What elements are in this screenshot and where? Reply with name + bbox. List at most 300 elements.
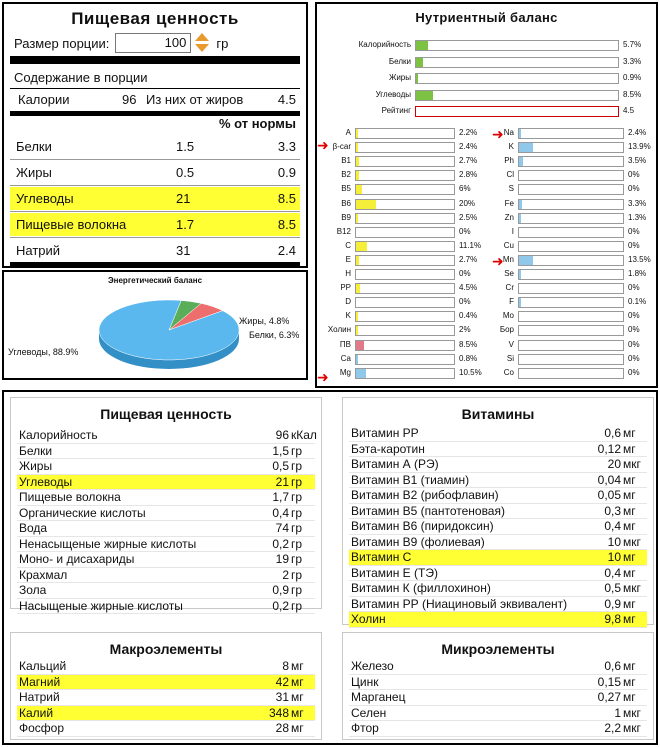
- balance-vitamin-name: ПВ: [339, 339, 351, 349]
- balance-mineral-bar-fill: [519, 298, 521, 307]
- food_value-name: Калорийность: [19, 428, 98, 442]
- food_value-unit: гр: [291, 536, 303, 551]
- micro-name: Марганец: [351, 690, 406, 704]
- pie-label-carbs: Углеводы, 88.9%: [8, 347, 79, 357]
- balance-vitamin-row: [321, 338, 487, 352]
- balance-vitamin-bar-fill: [356, 312, 358, 321]
- vitamins-value: 10: [607, 550, 621, 564]
- balance-vitamin-percent: 11.1%: [459, 240, 482, 250]
- balance-vitamin-bar: [355, 283, 455, 294]
- balance-summary-bar-fill: [416, 41, 428, 50]
- content-label: Содержание в порции: [14, 70, 148, 85]
- food_value-row: [17, 475, 315, 491]
- micro-row: [349, 690, 647, 706]
- micro-name: Цинк: [351, 674, 379, 689]
- red-arrow-mg-icon: ➜: [317, 369, 329, 385]
- balance-mineral-row: [492, 225, 656, 239]
- balance-vitamin-bar-fill: [356, 341, 364, 350]
- balance-mineral-percent: 0%: [628, 170, 640, 180]
- balance-vitamin-name: K: [345, 311, 351, 321]
- balance-mineral-percent: 1.3%: [628, 212, 647, 222]
- balance-vitamin-bar: [355, 297, 455, 308]
- food_value-value: 1,5: [272, 443, 289, 458]
- balance-vitamin-bar: [355, 340, 455, 351]
- balance-mineral-bar: [518, 283, 624, 294]
- vitamins-value: 0,12: [597, 441, 621, 456]
- food_value-value: 96: [275, 428, 289, 442]
- food-value-table: [10, 397, 322, 613]
- vitamins-unit: мг: [623, 612, 636, 626]
- balance-mineral-name: Fe: [504, 198, 514, 208]
- vitamins-row: [349, 504, 647, 520]
- micro-unit: мг: [623, 690, 636, 704]
- portion-unit: гр: [216, 35, 229, 51]
- balance-mineral-row: [492, 323, 656, 337]
- macro-value: 28: [275, 721, 289, 735]
- balance-summary-bar-fill: [416, 58, 423, 67]
- balance-mineral-bar: [518, 311, 624, 322]
- balance-summary-bar: [415, 40, 619, 51]
- vitamins-row: [349, 566, 647, 582]
- norm-header-row: [10, 112, 300, 135]
- food_value-row: [17, 506, 315, 522]
- balance-mineral-row: [492, 182, 656, 196]
- balance-mineral-percent: 3.5%: [628, 156, 647, 166]
- balance-vitamin-row: [321, 154, 487, 168]
- micro-value: 0,15: [597, 674, 621, 689]
- food_value-row: [17, 568, 315, 584]
- macro-row: [17, 675, 315, 691]
- balance-mineral-row: [492, 295, 656, 309]
- red-arrow-k-icon: ➜: [492, 126, 504, 142]
- food_value-value: 0,9: [272, 583, 289, 597]
- vitamins-row: [349, 581, 647, 597]
- food_value-name: Вода: [19, 521, 48, 535]
- balance-vitamin-row: [321, 140, 487, 154]
- content-header-row: [10, 66, 300, 89]
- calories-label: Калории: [18, 92, 70, 107]
- macro-unit: мг: [291, 721, 304, 735]
- vitamins-row: [349, 550, 647, 566]
- nutrient-name: Белки: [16, 139, 52, 154]
- balance-summary-name: Рейтинг: [381, 106, 411, 115]
- balance-mineral-row: [492, 281, 656, 295]
- balance-summary-row: [323, 71, 655, 85]
- balance-mineral-bar: [518, 325, 624, 336]
- balance-summary-row: [323, 104, 655, 118]
- food_value-name: Насыщеные жирные кислоты: [19, 598, 183, 613]
- food_value-unit: кКал: [291, 428, 317, 442]
- balance-vitamin-name: Холин: [327, 325, 351, 335]
- balance-vitamin-bar: [355, 199, 455, 210]
- balance-mineral-name: Cu: [503, 240, 514, 250]
- balance-vitamin-name: D: [345, 297, 351, 307]
- macro-name: Натрий: [19, 690, 60, 704]
- food-value-title: Пищевая ценность: [100, 406, 232, 422]
- pie-label-protein: Белки, 6.3%: [249, 330, 300, 340]
- nutrient-norm-percent: 3.3: [277, 139, 296, 154]
- food_value-name: Моно- и дисахариды: [19, 552, 135, 566]
- balance-mineral-name: K: [508, 142, 514, 152]
- macro-row: [17, 721, 315, 737]
- balance-mineral-percent: 0%: [628, 226, 640, 236]
- vitamins-unit: мг: [623, 441, 636, 456]
- balance-mineral-percent: 2.4%: [628, 128, 647, 137]
- balance-vitamin-percent: 2.2%: [459, 128, 478, 137]
- balance-summary-row: [323, 55, 655, 69]
- balance-summary-row: [323, 88, 655, 102]
- food_value-row: [17, 599, 315, 615]
- balance-mineral-row: [492, 253, 656, 267]
- balance-summary-name: Белки: [388, 56, 411, 66]
- divider: [10, 159, 300, 160]
- balance-mineral-row: [492, 366, 656, 380]
- vitamins-name: Витамин C: [351, 550, 412, 564]
- balance-summary-bar: [415, 73, 619, 84]
- micro-title: Микроэлементы: [441, 641, 555, 657]
- balance-mineral-bar: [518, 170, 624, 181]
- balance-mineral-name: Se: [504, 269, 514, 278]
- macro-unit: мг: [291, 690, 304, 704]
- balance-mineral-percent: 0%: [628, 240, 640, 250]
- balance-mineral-row: [492, 338, 656, 352]
- macro-value: 42: [275, 674, 289, 689]
- food_value-value: 1,7: [272, 490, 289, 504]
- vitamins-name: Витамин PP: [351, 426, 419, 440]
- balance-vitamin-bar-fill: [356, 256, 359, 265]
- balance-mineral-name: Cr: [505, 283, 514, 293]
- balance-vitamin-row: [321, 211, 487, 225]
- vitamins-name: Витамин В9 (фолиевая): [351, 534, 485, 549]
- vitamins-name: Бэта-каротин: [351, 441, 425, 456]
- balance-vitamin-name: Mg: [339, 367, 351, 377]
- balance-mineral-bar-fill: [519, 214, 521, 223]
- balance-mineral-bar: [518, 368, 624, 379]
- balance-mineral-percent: 0.1%: [628, 297, 647, 307]
- nutrient-amount: 0.5: [176, 165, 195, 180]
- vitamins-unit: мкг: [623, 534, 641, 549]
- balance-mineral-bar: [518, 156, 624, 167]
- nutrition-facts-title: Пищевая ценность: [71, 9, 239, 28]
- balance-summary-percent: 0.9%: [623, 73, 642, 82]
- vitamins-row: [349, 426, 647, 442]
- balance-mineral-name: Na: [503, 128, 514, 137]
- balance-summary-bar: [415, 57, 619, 68]
- balance-summary-percent: 3.3%: [623, 56, 642, 66]
- divider: [10, 237, 300, 238]
- balance-mineral-bar-fill: [519, 129, 521, 138]
- balance-vitamin-row: [321, 253, 487, 267]
- vitamins-value: 0,6: [604, 426, 621, 440]
- nutrient-name: Натрий: [16, 243, 61, 258]
- food_value-unit: гр: [291, 552, 303, 566]
- balance-mineral-bar: [518, 184, 624, 195]
- red-arrow-mn-icon: ➜: [492, 253, 504, 269]
- balance-vitamin-row: [321, 182, 487, 196]
- balance-vitamin-row: [321, 309, 487, 323]
- macro-unit: мг: [291, 674, 304, 689]
- macro-unit: мг: [291, 705, 304, 720]
- food_value-row: [17, 521, 315, 537]
- food_value-row: [17, 490, 315, 506]
- nutrition-facts-panel: [2, 2, 308, 268]
- balance-vitamin-bar-fill: [356, 185, 362, 194]
- vitamins-row: [349, 597, 647, 613]
- balance-vitamin-percent: 2.7%: [459, 254, 478, 264]
- micro-unit: мкг: [623, 705, 641, 720]
- vitamins-value: 0,3: [604, 503, 621, 518]
- balance-vitamin-bar: [355, 128, 455, 139]
- vitamins-unit: мкг: [623, 457, 641, 471]
- balance-mineral-bar: [518, 297, 624, 308]
- balance-vitamin-percent: 0%: [459, 226, 471, 236]
- balance-vitamin-bar-fill: [356, 326, 358, 335]
- food_value-unit: гр: [291, 598, 303, 613]
- balance-mineral-bar: [518, 213, 624, 224]
- vitamins-row: [349, 442, 647, 458]
- food_value-row: [17, 537, 315, 553]
- balance-mineral-row: [492, 267, 656, 281]
- portion-size-control: [14, 32, 228, 54]
- vitamins-unit: мг: [623, 472, 636, 487]
- macro-elements-table: [10, 632, 322, 740]
- micro-value: 2,2: [604, 721, 621, 735]
- macro-unit: мг: [291, 659, 304, 673]
- nutrient-row: [10, 239, 300, 262]
- vitamins-value: 0,05: [597, 488, 621, 502]
- food_value-name: Углеводы: [19, 474, 73, 489]
- balance-vitamin-name: B2: [341, 170, 351, 180]
- balance-mineral-name: Бор: [499, 325, 514, 335]
- food_value-value: 2: [282, 567, 289, 582]
- micro-unit: мкг: [623, 721, 641, 735]
- balance-vitamin-bar: [355, 184, 455, 195]
- food_value-unit: гр: [291, 505, 303, 520]
- balance-mineral-row: [492, 126, 656, 140]
- balance-mineral-bar: [518, 241, 624, 252]
- balance-mineral-row: [492, 352, 656, 366]
- balance-vitamin-name: B6: [341, 198, 351, 208]
- food_value-row: [17, 428, 315, 444]
- balance-vitamin-name: B12: [336, 226, 351, 236]
- food_value-unit: гр: [291, 490, 303, 504]
- micro-value: 1: [614, 705, 621, 720]
- macro-row: [17, 706, 315, 722]
- balance-vitamin-name: C: [345, 240, 351, 250]
- nutrient-name: Углеводы: [16, 191, 74, 206]
- balance-vitamin-row: [321, 197, 487, 211]
- balance-mineral-percent: 3.3%: [628, 198, 647, 208]
- food_value-unit: гр: [291, 521, 303, 535]
- portion-stepper[interactable]: [194, 32, 208, 54]
- micro-value: 0,6: [604, 659, 621, 673]
- vitamins-name: Витамин В5 (пантотеновая): [351, 503, 505, 518]
- balance-vitamin-bar: [355, 213, 455, 224]
- micro-elements-table: [342, 632, 654, 740]
- balance-vitamin-bar-fill: [356, 284, 360, 293]
- balance-mineral-percent: 0%: [628, 339, 640, 349]
- balance-mineral-bar-fill: [519, 157, 523, 166]
- nutrient-row: [10, 161, 300, 184]
- balance-vitamin-bar-fill: [356, 355, 358, 364]
- balance-vitamin-bar: [355, 170, 455, 181]
- fat-calories-value: 4.5: [277, 92, 296, 107]
- balance-vitamin-bar-fill: [356, 143, 358, 152]
- balance-vitamin-bar: [355, 325, 455, 336]
- micro-row: [349, 706, 647, 722]
- macro-row: [17, 659, 315, 675]
- divider: [10, 56, 300, 64]
- micro-name: Железо: [351, 659, 394, 673]
- balance-mineral-row: [492, 309, 656, 323]
- vitamins-value: 20: [607, 457, 621, 471]
- balance-vitamin-bar: [355, 354, 455, 365]
- balance-mineral-bar: [518, 199, 624, 210]
- macro-value: 31: [275, 690, 289, 704]
- balance-vitamin-bar-fill: [356, 200, 376, 209]
- balance-vitamin-bar: [355, 311, 455, 322]
- balance-mineral-name: I: [511, 226, 514, 236]
- food_value-value: 19: [275, 552, 289, 566]
- norm-header: % от нормы: [218, 116, 296, 131]
- balance-vitamin-row: [321, 281, 487, 295]
- macro-row: [17, 690, 315, 706]
- nutrient-norm-percent: 2.4: [277, 243, 296, 258]
- vitamins-name: Холин: [351, 612, 386, 626]
- balance-vitamin-bar-fill: [356, 129, 358, 138]
- balance-vitamin-bar-fill: [356, 242, 367, 251]
- food_value-unit: гр: [291, 459, 303, 473]
- nutrient-amount: 1.7: [176, 217, 195, 232]
- divider: [10, 185, 300, 186]
- vitamins-unit: мг: [623, 503, 636, 518]
- balance-mineral-bar: [518, 340, 624, 351]
- food_value-row: [17, 444, 315, 460]
- balance-vitamin-row: [321, 352, 487, 366]
- balance-summary-bar-fill: [416, 91, 433, 100]
- balance-vitamin-percent: 20%: [459, 198, 476, 208]
- food_value-name: Крахмал: [19, 567, 68, 582]
- balance-vitamin-bar: [355, 227, 455, 238]
- nutrient-tables-frame: [2, 390, 658, 745]
- nutrient-balance-panel: [315, 2, 658, 388]
- vitamins-value: 10: [607, 534, 621, 549]
- balance-mineral-name: Zn: [504, 212, 514, 222]
- vitamins-value: 0,4: [604, 519, 621, 533]
- food_value-unit: гр: [291, 583, 303, 597]
- balance-mineral-bar: [518, 269, 624, 280]
- portion-input[interactable]: 100: [115, 33, 191, 53]
- micro-name: Фтор: [351, 721, 379, 735]
- stepper-up-icon[interactable]: [195, 33, 209, 41]
- vitamins-row: [349, 473, 647, 489]
- balance-mineral-bar: [518, 255, 624, 266]
- nutrient-amount: 31: [176, 243, 191, 258]
- micro-row: [349, 675, 647, 691]
- balance-vitamin-row: [321, 323, 487, 337]
- balance-vitamin-row: [321, 267, 487, 281]
- balance-mineral-name: Mn: [502, 254, 514, 264]
- vitamins-unit: мг: [623, 596, 636, 611]
- balance-summary-bar: [415, 106, 619, 117]
- micro-unit: мг: [623, 674, 636, 689]
- balance-vitamin-bar-fill: [356, 157, 359, 166]
- vitamins-name: Витамин В2 (рибофлавин): [351, 488, 499, 502]
- balance-vitamin-row: [321, 168, 487, 182]
- nutrient-balance-title: Нутриентный баланс: [415, 10, 558, 25]
- vitamins-value: 9,8: [604, 612, 621, 626]
- balance-vitamin-percent: 0.4%: [459, 311, 478, 321]
- balance-vitamin-name: A: [345, 128, 351, 137]
- micro-row: [349, 659, 647, 675]
- balance-vitamin-percent: 6%: [459, 184, 471, 194]
- vitamins-name: Витамин Е (ТЭ): [351, 565, 438, 580]
- macro-value: 8: [282, 659, 289, 673]
- calories-row: [10, 88, 300, 111]
- balance-mineral-bar-fill: [519, 270, 521, 279]
- food_value-name: Зола: [19, 583, 47, 597]
- balance-mineral-name: S: [508, 184, 514, 194]
- macro-name: Фосфор: [19, 721, 65, 735]
- macro-value: 348: [268, 705, 289, 720]
- pie-label-fat: Жиры, 4.8%: [239, 316, 290, 326]
- nutrient-norm-percent: 0.9: [277, 165, 296, 180]
- fat-calories-label: Из них от жиров: [146, 92, 244, 107]
- balance-mineral-row: [492, 140, 656, 154]
- balance-vitamin-percent: 2.4%: [459, 142, 478, 152]
- nutrient-row: [10, 213, 300, 236]
- balance-vitamin-bar-fill: [356, 214, 358, 223]
- vitamins-row: [349, 612, 647, 628]
- balance-vitamin-bar: [355, 142, 455, 153]
- balance-mineral-name: F: [509, 297, 514, 307]
- food_value-name: Ненасыщеные жирные кислоты: [19, 536, 197, 551]
- vitamins-unit: мг: [623, 488, 636, 502]
- balance-summary-percent: 8.5%: [623, 89, 642, 99]
- balance-vitamin-percent: 10.5%: [459, 367, 482, 377]
- balance-vitamin-name: B9: [341, 212, 351, 222]
- food_value-value: 21: [275, 474, 289, 489]
- stepper-down-icon[interactable]: [195, 44, 209, 52]
- balance-mineral-percent: 13.9%: [628, 142, 651, 152]
- vitamins-table: [342, 397, 654, 625]
- calories-value: 96: [122, 92, 137, 107]
- food_value-name: Белки: [19, 443, 53, 458]
- balance-vitamin-percent: 4.5%: [459, 283, 478, 293]
- balance-vitamin-name: E: [345, 254, 351, 264]
- balance-mineral-row: [492, 211, 656, 225]
- vitamins-name: Витамин В6 (пиридоксин): [351, 519, 494, 533]
- food_value-value: 0,2: [272, 536, 289, 551]
- food_value-value: 0,5: [272, 459, 289, 473]
- balance-mineral-bar-fill: [519, 256, 533, 265]
- vitamins-unit: мг: [623, 565, 636, 580]
- balance-summary-name: Углеводы: [375, 89, 411, 99]
- food_value-name: Органические кислоты: [19, 505, 146, 520]
- micro-value: 0,27: [597, 690, 621, 704]
- balance-mineral-name: Si: [506, 353, 514, 363]
- micro-name: Селен: [351, 705, 387, 720]
- vitamins-unit: мкг: [623, 581, 641, 595]
- balance-vitamin-percent: 0.8%: [459, 353, 478, 363]
- balance-mineral-bar: [518, 354, 624, 365]
- balance-mineral-name: Co: [503, 367, 514, 377]
- balance-vitamin-row: [321, 126, 487, 140]
- balance-summary-percent: 4.5: [623, 106, 635, 115]
- balance-mineral-row: [492, 168, 656, 182]
- balance-mineral-percent: 0%: [628, 283, 640, 293]
- vitamins-row: [349, 519, 647, 535]
